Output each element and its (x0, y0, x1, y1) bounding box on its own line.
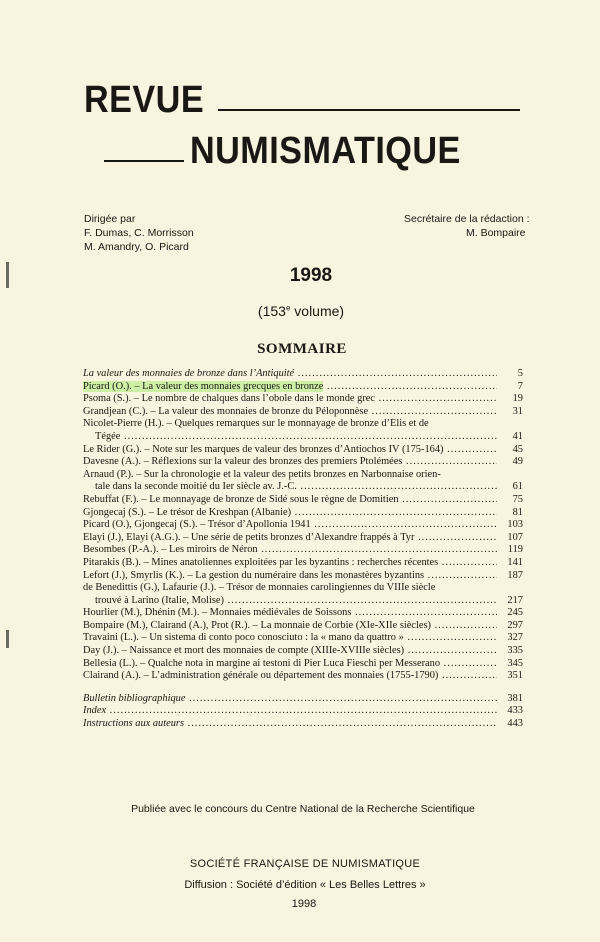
toc-entry (83, 406, 523, 419)
toc-entry (83, 381, 523, 394)
toc-entry (83, 705, 523, 718)
secretary-label: Secrétaire de la rédaction : (404, 213, 530, 225)
toc-entry (83, 418, 523, 431)
scan-edge-mark-bottom (6, 630, 9, 648)
volume-number-sup: e (285, 303, 291, 313)
title-revue: REVUE (84, 79, 205, 121)
toc-entry (83, 507, 523, 520)
toc-entry-title: Travaini (L.). – Un sistema di conto poco conosciuto : la « mano da quattro » (83, 632, 404, 644)
toc-entry (83, 693, 523, 706)
toc-entry-page: 297 (507, 619, 523, 631)
publisher-note: Publiée avec le concours du Centre National de la Recherche Scientifique (131, 803, 475, 815)
toc-entry (83, 557, 523, 570)
editors-line-2: M. Amandry, O. Picard (84, 241, 189, 253)
toc-entry-page: 141 (507, 556, 523, 568)
toc-entry (83, 532, 523, 545)
toc-entry-title: Nicolet-Pierre (H.). – Quelques remarques sur le monnayage de bronze d’Élis et de (83, 418, 429, 430)
toc-entry-page: 31 (512, 405, 523, 417)
toc-entry-page: 41 (512, 430, 523, 442)
toc-entry-title: Day (J.). – Naissance et mort des monnaies de compte (XIIIe-XVIIIe siècles) (83, 645, 405, 657)
issue-year: 1998 (289, 265, 333, 286)
editors-label: Dirigée par (84, 213, 136, 225)
footer-year: 1998 (291, 898, 317, 910)
toc-entry-title: Davesne (A.). – Réflexions sur la valeur des bronzes des premiers Ptolémées (83, 456, 403, 468)
toc-entry-page: 81 (512, 506, 523, 518)
toc-entry (83, 582, 523, 595)
toc-entry-page: 19 (512, 393, 523, 405)
toc-entry-title: Bulletin bibliographique (83, 692, 186, 704)
title-numismatique: NUMISMATIQUE (190, 130, 461, 172)
title-rule-right (218, 109, 520, 111)
toc-entry-title: Arnaud (P.). – Sur la chronologie et la valeur des petits bronzes en Narbonnaise orien- (83, 468, 441, 480)
toc-entry-title: Picard (O.). – La valeur des monnaies grecques en bronze (83, 380, 324, 392)
toc-entry (83, 494, 523, 507)
society-name: SOCIÉTÉ FRANÇAISE DE NUMISMATIQUE (189, 858, 421, 870)
toc-entry (83, 481, 523, 494)
toc-entry-page: 5 (517, 368, 523, 379)
secretary-name: M. Bompaire (466, 227, 526, 239)
toc-entry-title: Tégée (95, 430, 121, 442)
toc-entry (83, 718, 523, 731)
table-of-contents (83, 368, 523, 731)
toc-entry (83, 519, 523, 532)
sommaire-heading: SOMMAIRE (257, 341, 347, 357)
toc-entry (83, 632, 523, 645)
toc-entry-page: 245 (507, 607, 523, 619)
toc-entry-page: 217 (507, 594, 523, 606)
toc-entry-title: Hourlier (M.), Dhénin (M.). – Monnaies médiévales de Soissons (83, 607, 352, 619)
toc-entry-page: 7 (517, 380, 523, 392)
toc-entry-title: tale dans la seconde moitié du Ier siècle av. J.-C. (95, 481, 297, 493)
toc-entry-title: Le Rider (G.). – Note sur les marques de valeur des bronzes d’Antiochos IV (175-164) (83, 443, 444, 455)
toc-entry-title: Grandjean (C.). – La valeur des monnaies de bronze du Péloponnèse (83, 405, 369, 417)
toc-entry-page: 351 (507, 670, 523, 682)
toc-entry-title: Clairand (A.). – L’administration générale ou département des monnaies (1755-1790) (83, 670, 439, 682)
toc-entry-page: 119 (507, 544, 523, 556)
toc-entry-page: 107 (507, 531, 523, 543)
toc-entry (83, 393, 523, 406)
toc-entry-title: Rebuffat (F.). – Le monnayage de bronze de Sidé sous le règne de Domitien (83, 493, 399, 505)
toc-entry (83, 368, 523, 381)
toc-entry-title: Besombes (P.-A.). – Les miroirs de Néron (83, 544, 258, 556)
toc-entry-title: Instructions aux auteurs (83, 718, 185, 730)
toc-entry-page: 443 (507, 718, 523, 730)
toc-entry-page: 103 (507, 519, 523, 531)
toc-gap (83, 683, 523, 693)
volume-number-rest: volume) (290, 303, 345, 319)
toc-entry (83, 544, 523, 557)
toc-entry-page: 187 (507, 569, 523, 581)
secretary-block (404, 212, 530, 240)
editors-block (84, 212, 194, 254)
title-rule-left (104, 160, 184, 162)
volume-number-text: (153 (257, 303, 286, 319)
toc-entry-title: La valeur des monnaies de bronze dans l’Antiquité (83, 368, 295, 379)
toc-entry (83, 607, 523, 620)
toc-entry (83, 570, 523, 583)
toc-entry (83, 645, 523, 658)
toc-entry (83, 658, 523, 671)
toc-entry-title: de Benedittis (G.), Lafaurie (J.). – Trésor de monnaies carolingiennes du VIIIe siècle (83, 582, 436, 594)
toc-entry (83, 670, 523, 683)
toc-entry-page: 49 (512, 456, 523, 468)
toc-entry (83, 444, 523, 457)
toc-entry-title: Bompaire (M.), Clairand (A.), Prot (R.). – La monnaie de Corbie (XIe-XIIe siècles) (83, 619, 431, 631)
toc-entry-page: 75 (512, 493, 523, 505)
volume-number (1, 303, 600, 319)
toc-entry (83, 620, 523, 633)
diffusion-line: Diffusion : Société d’édition « Les Belles Lettres » (184, 879, 426, 891)
toc-entry-title: Picard (O.), Gjongecaj (S.). – Trésor d’Apollonia 1941 (83, 519, 311, 531)
toc-entry-title: Elayi (J.), Elayi (A.G.). – Une série de petits bronzes d’Alexandre frappés à Tyr (83, 531, 415, 543)
toc-entry-page: 335 (507, 645, 523, 657)
toc-entry (83, 456, 523, 469)
toc-entry-title: trouvé à Larino (Italie, Molise) (95, 594, 224, 606)
toc-entry-page: 381 (507, 692, 523, 704)
toc-entry-page: 345 (507, 657, 523, 669)
toc-entry-page: 61 (512, 481, 523, 493)
editors-line-1: F. Dumas, C. Morrisson (84, 227, 194, 239)
toc-entry-page: 327 (507, 632, 523, 644)
toc-entry-title: Bellesia (L.). – Qualche nota in margine ai testoni di Pier Luca Fieschi per Messerano (83, 657, 441, 669)
toc-entry (83, 595, 523, 608)
toc-entry (83, 431, 523, 444)
toc-entry-title: Gjongecaj (S.). – Le trésor de Kreshpan (Albanie) (83, 506, 292, 518)
toc-entry-title: Psoma (S.). – Le nombre de chalques dans l’obole dans le monde grec (83, 393, 376, 405)
toc-entry-title: Lefort (J.), Smyrlis (K.). – La gestion du numéraire dans les monastères byzantins (83, 569, 425, 581)
scan-edge-mark-top (6, 262, 9, 288)
toc-entry-page: 45 (512, 443, 523, 455)
toc-entry (83, 469, 523, 482)
toc-entry-page: 433 (507, 705, 523, 717)
toc-entry-title: Pitarakis (B.). – Mines anatoliennes exploitées par les byzantins : recherches récentes (83, 556, 439, 568)
toc-entry-title: Index (83, 705, 107, 717)
